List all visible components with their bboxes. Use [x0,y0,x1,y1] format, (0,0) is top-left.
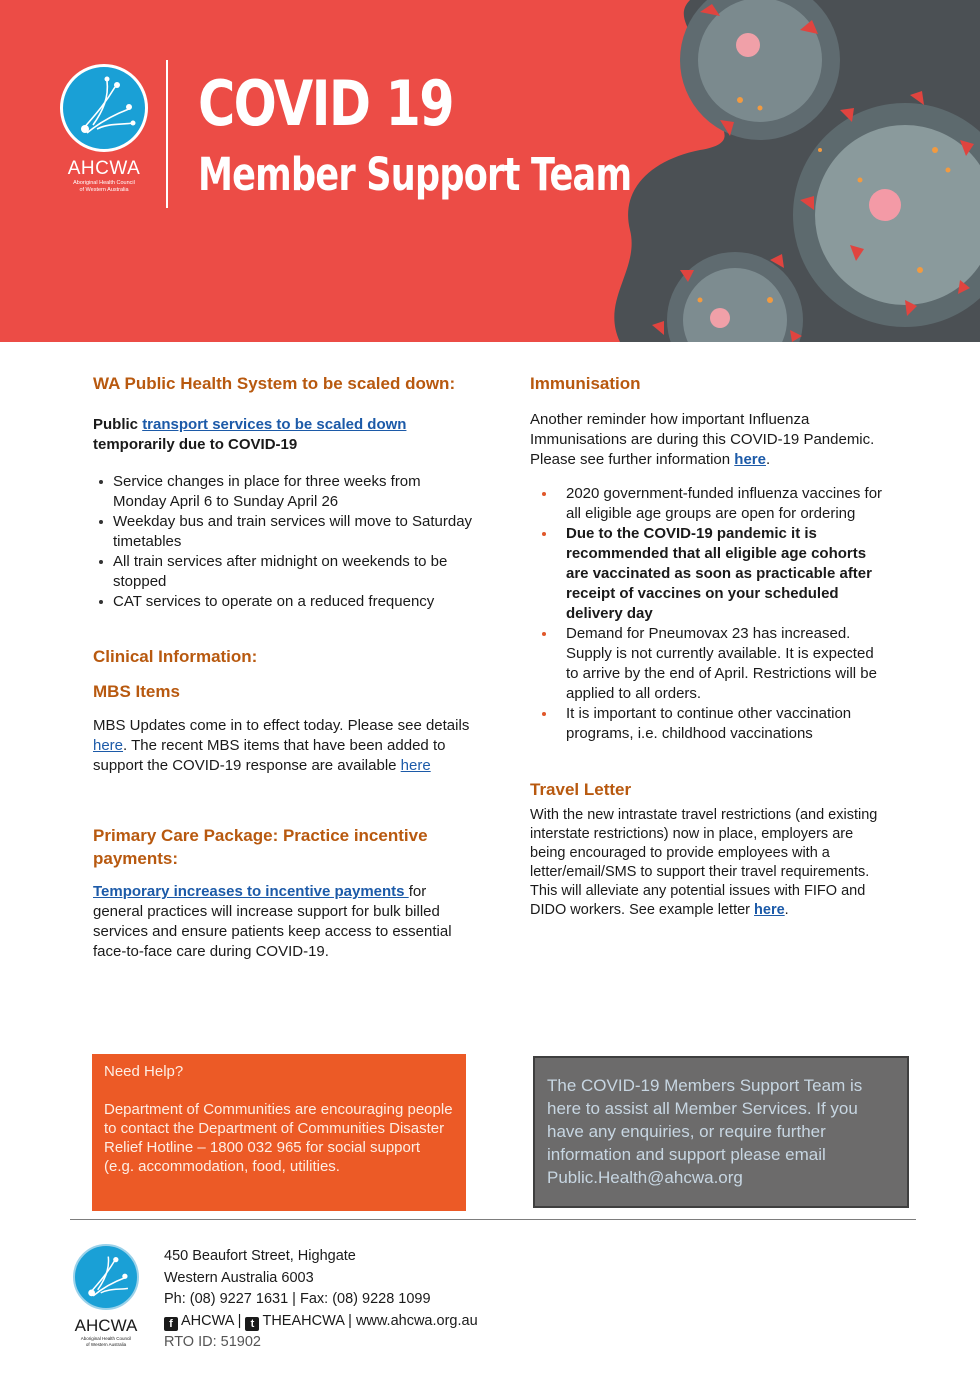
ahcwa-emblem-icon [60,64,148,152]
list-item: Demand for Pneumovax 23 has increased. Supply is not currently available. It is expected to arrive by the end of April. Restrictions will be applied to all orders. [530,624,890,704]
list-item: 2020 government-funded influenza vaccines for all eligible age groups are open for ordering [530,484,890,524]
list-item: Weekday bus and train services will move to Saturday timetables [93,512,473,552]
immunisation-bullet-list [530,484,890,744]
list-item: Service changes in place for three weeks from Monday April 6 to Sunday April 26 [93,472,473,512]
separator: | [233,1312,246,1329]
ahcwa-emblem-icon [73,1244,139,1310]
list-item: Due to the COVID-19 pandemic it is recommended that all eligible age cohorts are vaccinated as soon as practicable after receipt of vaccines on your scheduled delivery day [530,524,890,624]
need-help-title: Need Help? [104,1063,184,1080]
header-banner [0,0,980,342]
section-heading-mbs: MBS Items [93,682,180,701]
website-link[interactable]: www.ahcwa.org.au [355,1312,478,1329]
immunisation-paragraph [530,410,890,470]
travel-text: With the new intrastate travel restrictions (and existing interstate restrictions) now in place, employers are being encouraged to provide employees with a letter/email/SMS to support their travel requirements. This will alleviate any potential issues with FIFO and DIDO workers. See example letter [530,807,878,918]
need-help-box [92,1054,466,1211]
incentive-payments-link[interactable]: Temporary increases to incentive payments [93,883,409,900]
transport-lead-prefix: Public [93,416,143,433]
footer-logo-subtitle-1: Aboriginal Health Council [80,1336,132,1341]
page-subtitle: Member Support Team [198,148,632,201]
ahcwa-logo [56,64,152,194]
mbs-text-b: . The recent MBS items that have been added to support the COVID-19 response are available [93,737,446,774]
mbs-items-link[interactable]: here [400,757,431,774]
incentive-paragraph [93,882,473,962]
left-column [93,372,473,962]
footer-logo [66,1244,146,1347]
immunisation-info-link[interactable]: here [734,451,766,468]
section-heading-clinical: Clinical Information: [93,647,258,666]
separator: | [344,1312,356,1329]
footer-logo-name: AHCWA [74,1316,138,1335]
need-help-text: Department of Communities are encouraging people to contact the Department of Communities Disaster Relief Hotline – 1800 032 965 for social support (e.g. accommodation, food, utilities. [104,1101,453,1175]
section-heading-primary-care: Primary Care Package: Practice incentive payments: [93,826,428,868]
transport-bullet-list [93,472,473,612]
facebook-handle[interactable]: AHCWA [181,1312,234,1329]
twitter-handle[interactable]: THEAHCWA [262,1312,345,1329]
footer-contact [164,1246,478,1354]
section-heading-travel: Travel Letter [530,780,632,799]
immunisation-end: . [765,451,771,468]
transport-services-link[interactable]: transport services to be scaled down [142,416,407,433]
logo-subtitle-2: of Western Australia [79,187,129,193]
transport-lead-suffix: temporarily due to COVID-19 [93,436,298,453]
support-team-box [533,1056,909,1208]
section-heading-wa-health: WA Public Health System to be scaled down: [93,374,456,393]
mbs-text-a: MBS Updates come in to effect today. Please see details [93,717,470,734]
right-column [530,372,890,920]
travel-paragraph [530,806,890,920]
travel-end: . [784,902,789,918]
mbs-details-link[interactable]: here [93,737,124,754]
logo-name: AHCWA [67,158,141,179]
immunisation-text: Another reminder how important Influenza Immunisations are during this COVID-19 Pandemic. Please see further information [530,411,875,468]
social-line [164,1311,478,1333]
footer-divider [70,1219,916,1220]
list-item: It is important to continue other vaccination programs, i.e. childhood vaccinations [530,704,890,744]
transport-lead [93,415,473,455]
address-line-1: 450 Beaufort Street, Highgate [164,1248,356,1264]
mbs-paragraph [93,716,473,776]
twitter-icon[interactable]: t [245,1317,259,1331]
rto-id: RTO ID: 51902 [164,1334,261,1350]
list-item: CAT services to operate on a reduced frequency [93,592,473,612]
incentive-text: for general practices will increase support for bulk billed services and ensure patients keep access to essential face-to-face care during COVID-19. [93,883,452,960]
header-divider [166,60,168,208]
list-item: All train services after midnight on weekends to be stopped [93,552,473,592]
address-line-2: Western Australia 6003 [164,1269,314,1286]
phone-fax: Ph: (08) 9227 1631 | Fax: (08) 9228 1099 [164,1291,431,1307]
logo-subtitle-1: Aboriginal Health Council [73,180,135,186]
facebook-icon[interactable]: f [164,1317,178,1331]
travel-letter-link[interactable]: here [754,902,785,918]
page-title: COVID 19 [198,67,453,140]
support-team-text: The COVID-19 Members Support Team is here to assist all Member Services. If you have any enquiries, or require further information and support please email Public.Health@ahcwa.org [547,1076,863,1187]
footer-logo-subtitle-2: of Western Australia [85,1341,127,1347]
section-heading-immunisation: Immunisation [530,374,641,393]
